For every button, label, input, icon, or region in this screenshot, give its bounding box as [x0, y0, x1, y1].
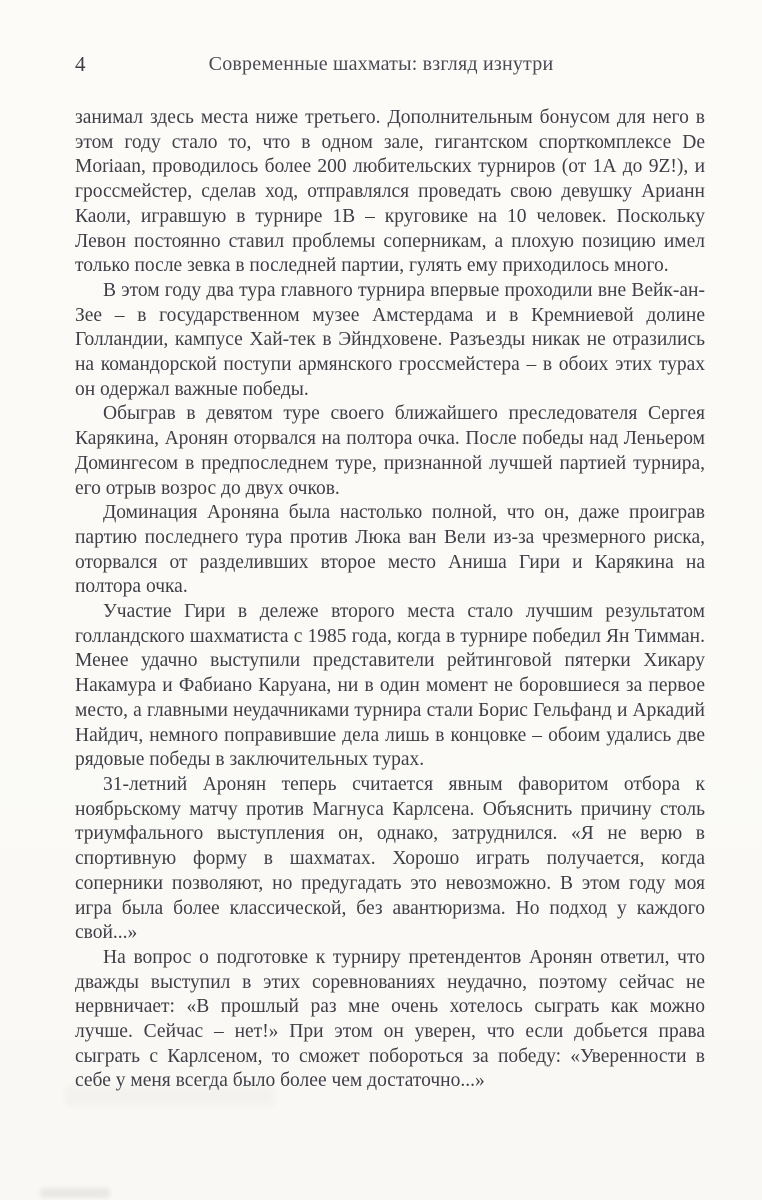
paragraph: 31-летний Аронян теперь считается явным фаворитом отбора к ноябрьскому матчу против Магнуса Карлсена. Объяснить причину столь триумфального выступления он, однако, затруднился. «Я не верю в спортивную форму в шахматах. Хорошо играть получается, когда соперники позволяют, но предугадать это невозможно. В этом году моя игра была более классической, без авантюризма. Но подход у каждого свой...» [75, 773, 705, 944]
page-body [75, 106, 705, 1094]
paragraph: Доминация Ароняна была настолько полной, что он, даже проиграв партию последнего тура против Люка ван Вели из-за чрезмерного риска, оторвался от разделивших второе место Аниша Гири и Карякина на полтора очка. [75, 502, 705, 598]
paragraph: На вопрос о подготовке к турниру претендентов Аронян ответил, что дважды выступил в этих соревнованиях неудачно, поэтому сейчас не нервничает: «В прошлый раз мне очень хотелось сыграть как можно лучше. Сейчас – нет!» При этом он уверен, что если добьется права сыграть с Карлсеном, то сможет побороться за победу: «Уверенности в себе у меня всегда было более чем достаточно...» [75, 946, 705, 1092]
paragraph: В этом году два тура главного турнира впервые проходили вне Вейк-ан-Зее – в государственном музее Амстердама и в Кремниевой долине Голландии, кампусе Хай-тек в Эйндховене. Разъезды никак не отразились на командорской поступи армянского гроссмейстера – в обоих этих турах он одержал важные победы. [75, 279, 705, 400]
paragraph: Обыграв в девятом туре своего ближайшего преследователя Сергея Карякина, Аронян оторвался на полтора очка. После победы над Леньером Домингесом в предпоследнем туре, признанной лучшей партией турнира, его отрыв возрос до двух очков. [75, 403, 705, 499]
scan-artifact [40, 1188, 110, 1198]
bleed-through-smudge [65, 1085, 275, 1107]
paragraph: Участие Гири в дележе второго места стало лучшим результатом голландского шахматиста с 1985 года, когда в турнире победил Ян Тимман. Менее удачно выступили представители рейтинговой пятерки Хикару Накамура и Фабиано Каруана, ни в один момент не боровшиеся за первое место, а главными неудачниками турнира стали Борис Гельфанд и Аркадий Найдич, немного поправившие дела лишь в концовке – обоим удались две рядовые победы в заключительных турах. [75, 601, 705, 771]
page-number: 4 [75, 52, 86, 76]
paragraph: занимал здесь места ниже третьего. Дополнительным бонусом для него в этом году стало то, что в одном зале, гигантском спорткомплексе De Moriaan, проводилось более 200 любительских турниров (от 1А до 9Z!), и гроссмейстер, сделав ход, отправлялся проведать свою девушку Арианн Каоли, игравшую в турнире 1В – круговике на 10 человек. Поскольку Левон постоянно ставил проблемы соперникам, а плохую позицию имел только после зевка в последней партии, гулять ему приходилось много. [75, 107, 705, 277]
running-title: Современные шахматы: взгляд изнутри [208, 53, 554, 75]
running-header [0, 52, 762, 82]
